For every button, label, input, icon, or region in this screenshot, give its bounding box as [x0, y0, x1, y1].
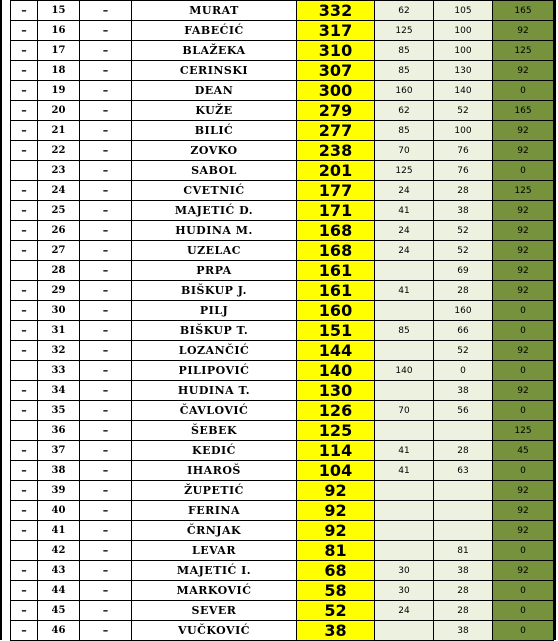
- dash-cell: –: [80, 361, 132, 381]
- points-a-cell: 160: [375, 81, 434, 101]
- points-c-cell: 0: [493, 541, 554, 561]
- points-a-cell: 24: [375, 181, 434, 201]
- dash-cell: –: [80, 561, 132, 581]
- total-points-cell: 140: [297, 361, 375, 381]
- dash-cell: –: [11, 321, 38, 341]
- rank-cell: 24: [38, 181, 80, 201]
- table-row: [11, 461, 554, 481]
- player-name-cell: LOZANČIĆ: [132, 341, 297, 361]
- points-b-cell: 38: [434, 621, 493, 641]
- table-row: [11, 121, 554, 141]
- rank-cell: 37: [38, 441, 80, 461]
- points-b-cell: 76: [434, 161, 493, 181]
- table-row: [11, 201, 554, 221]
- points-a-cell: 62: [375, 101, 434, 121]
- total-points-cell: 126: [297, 401, 375, 421]
- points-b-cell: 105: [434, 1, 493, 21]
- points-c-cell: 92: [493, 261, 554, 281]
- total-points-cell: 277: [297, 121, 375, 141]
- table-row: [11, 1, 554, 21]
- points-b-cell: 52: [434, 341, 493, 361]
- points-b-cell: 28: [434, 181, 493, 201]
- points-c-cell: 92: [493, 341, 554, 361]
- rank-cell: 38: [38, 461, 80, 481]
- dash-cell: –: [80, 521, 132, 541]
- dash-cell: –: [80, 481, 132, 501]
- points-a-cell: 41: [375, 281, 434, 301]
- points-b-cell: 28: [434, 601, 493, 621]
- points-b-cell: 63: [434, 461, 493, 481]
- points-b-cell: 28: [434, 281, 493, 301]
- points-a-cell: 24: [375, 601, 434, 621]
- dash-cell: –: [11, 401, 38, 421]
- dash-cell: [11, 161, 38, 181]
- player-name-cell: FERINA: [132, 501, 297, 521]
- table-row: [11, 621, 554, 641]
- player-name-cell: BILIĆ: [132, 121, 297, 141]
- dash-cell: –: [11, 441, 38, 461]
- total-points-cell: 317: [297, 21, 375, 41]
- points-c-cell: 92: [493, 281, 554, 301]
- points-c-cell: 92: [493, 381, 554, 401]
- points-a-cell: 85: [375, 61, 434, 81]
- points-a-cell: 24: [375, 241, 434, 261]
- points-b-cell: 69: [434, 261, 493, 281]
- player-name-cell: ZOVKO: [132, 141, 297, 161]
- points-b-cell: 130: [434, 61, 493, 81]
- points-c-cell: 45: [493, 441, 554, 461]
- points-b-cell: 38: [434, 201, 493, 221]
- points-b-cell: [434, 521, 493, 541]
- table-row: [11, 61, 554, 81]
- points-c-cell: 0: [493, 81, 554, 101]
- total-points-cell: 332: [297, 1, 375, 21]
- dash-cell: –: [11, 221, 38, 241]
- points-c-cell: 92: [493, 221, 554, 241]
- rank-cell: 34: [38, 381, 80, 401]
- total-points-cell: 68: [297, 561, 375, 581]
- points-c-cell: 92: [493, 61, 554, 81]
- points-b-cell: 38: [434, 561, 493, 581]
- points-b-cell: [434, 421, 493, 441]
- rank-cell: 45: [38, 601, 80, 621]
- dash-cell: –: [11, 561, 38, 581]
- dash-cell: –: [80, 501, 132, 521]
- dash-cell: –: [80, 421, 132, 441]
- player-name-cell: VUČKOVIĆ: [132, 621, 297, 641]
- dash-cell: –: [11, 1, 38, 21]
- table-row: [11, 581, 554, 601]
- dash-cell: –: [80, 321, 132, 341]
- table-row: [11, 21, 554, 41]
- table-row: [11, 481, 554, 501]
- dash-cell: –: [80, 241, 132, 261]
- dash-cell: –: [11, 141, 38, 161]
- player-name-cell: ČAVLOVIĆ: [132, 401, 297, 421]
- rank-cell: 20: [38, 101, 80, 121]
- dash-cell: –: [80, 81, 132, 101]
- rank-cell: 44: [38, 581, 80, 601]
- dash-cell: [11, 421, 38, 441]
- table-row: [11, 141, 554, 161]
- total-points-cell: 168: [297, 241, 375, 261]
- rank-cell: 39: [38, 481, 80, 501]
- total-points-cell: 238: [297, 141, 375, 161]
- rank-cell: 31: [38, 321, 80, 341]
- rank-cell: 42: [38, 541, 80, 561]
- rank-cell: 41: [38, 521, 80, 541]
- rank-cell: 25: [38, 201, 80, 221]
- dash-cell: –: [11, 61, 38, 81]
- rank-cell: 46: [38, 621, 80, 641]
- dash-cell: –: [11, 301, 38, 321]
- player-name-cell: PRPA: [132, 261, 297, 281]
- dash-cell: –: [80, 201, 132, 221]
- points-c-cell: 0: [493, 621, 554, 641]
- points-b-cell: 100: [434, 121, 493, 141]
- dash-cell: –: [11, 461, 38, 481]
- dash-cell: –: [80, 541, 132, 561]
- points-a-cell: 140: [375, 361, 434, 381]
- rank-cell: 35: [38, 401, 80, 421]
- player-name-cell: IHAROŠ: [132, 461, 297, 481]
- player-name-cell: ŽUPETIĆ: [132, 481, 297, 501]
- points-b-cell: 160: [434, 301, 493, 321]
- points-b-cell: 140: [434, 81, 493, 101]
- points-a-cell: 125: [375, 21, 434, 41]
- table-row: [11, 81, 554, 101]
- rank-cell: 22: [38, 141, 80, 161]
- rank-cell: 19: [38, 81, 80, 101]
- dash-cell: –: [11, 201, 38, 221]
- table-row: [11, 441, 554, 461]
- points-a-cell: 41: [375, 461, 434, 481]
- dash-cell: –: [80, 581, 132, 601]
- points-c-cell: 0: [493, 301, 554, 321]
- points-b-cell: 100: [434, 41, 493, 61]
- points-a-cell: 24: [375, 221, 434, 241]
- rank-cell: 16: [38, 21, 80, 41]
- points-a-cell: 30: [375, 561, 434, 581]
- dash-cell: –: [11, 341, 38, 361]
- player-name-cell: UZELAC: [132, 241, 297, 261]
- player-name-cell: HUDINA T.: [132, 381, 297, 401]
- points-b-cell: 38: [434, 381, 493, 401]
- total-points-cell: 168: [297, 221, 375, 241]
- dash-cell: –: [11, 181, 38, 201]
- rank-cell: 32: [38, 341, 80, 361]
- player-name-cell: KUŽE: [132, 101, 297, 121]
- points-c-cell: 92: [493, 521, 554, 541]
- dash-cell: –: [11, 21, 38, 41]
- dash-cell: –: [80, 41, 132, 61]
- points-b-cell: 28: [434, 441, 493, 461]
- total-points-cell: 307: [297, 61, 375, 81]
- dash-cell: –: [11, 381, 38, 401]
- table-row: [11, 221, 554, 241]
- player-name-cell: HUDINA M.: [132, 221, 297, 241]
- total-points-cell: 52: [297, 601, 375, 621]
- points-b-cell: 66: [434, 321, 493, 341]
- points-c-cell: 0: [493, 161, 554, 181]
- total-points-cell: 144: [297, 341, 375, 361]
- points-b-cell: 56: [434, 401, 493, 421]
- table-row: [11, 501, 554, 521]
- rank-cell: 18: [38, 61, 80, 81]
- player-name-cell: BLAŽEKA: [132, 41, 297, 61]
- table-row: [11, 361, 554, 381]
- points-b-cell: 0: [434, 361, 493, 381]
- points-c-cell: 92: [493, 21, 554, 41]
- rank-cell: 15: [38, 1, 80, 21]
- points-c-cell: 0: [493, 461, 554, 481]
- points-b-cell: [434, 481, 493, 501]
- points-c-cell: 165: [493, 101, 554, 121]
- points-c-cell: 92: [493, 501, 554, 521]
- dash-cell: –: [11, 101, 38, 121]
- points-a-cell: 70: [375, 141, 434, 161]
- player-name-cell: FABEĆIĆ: [132, 21, 297, 41]
- player-name-cell: MAJETIĆ D.: [132, 201, 297, 221]
- total-points-cell: 201: [297, 161, 375, 181]
- dash-cell: –: [80, 461, 132, 481]
- total-points-cell: 151: [297, 321, 375, 341]
- points-c-cell: 165: [493, 1, 554, 21]
- total-points-cell: 92: [297, 481, 375, 501]
- dash-cell: –: [11, 621, 38, 641]
- rank-cell: 17: [38, 41, 80, 61]
- player-name-cell: CVETNIĆ: [132, 181, 297, 201]
- rank-cell: 36: [38, 421, 80, 441]
- points-a-cell: 70: [375, 401, 434, 421]
- points-c-cell: 92: [493, 481, 554, 501]
- dash-cell: –: [80, 381, 132, 401]
- rank-cell: 21: [38, 121, 80, 141]
- total-points-cell: 161: [297, 261, 375, 281]
- table-row: [11, 341, 554, 361]
- table-row: [11, 41, 554, 61]
- table-row: [11, 601, 554, 621]
- points-b-cell: 81: [434, 541, 493, 561]
- dash-cell: –: [80, 21, 132, 41]
- points-a-cell: 85: [375, 321, 434, 341]
- total-points-cell: 104: [297, 461, 375, 481]
- total-points-cell: 114: [297, 441, 375, 461]
- player-name-cell: DEAN: [132, 81, 297, 101]
- table-row: [11, 381, 554, 401]
- points-c-cell: 0: [493, 401, 554, 421]
- standings-table: [10, 0, 554, 641]
- dash-cell: –: [80, 61, 132, 81]
- player-name-cell: BIŠKUP J.: [132, 281, 297, 301]
- dash-cell: –: [11, 521, 38, 541]
- player-name-cell: ČRNJAK: [132, 521, 297, 541]
- points-a-cell: 85: [375, 121, 434, 141]
- dash-cell: –: [80, 1, 132, 21]
- rank-cell: 29: [38, 281, 80, 301]
- points-b-cell: [434, 501, 493, 521]
- points-c-cell: 0: [493, 601, 554, 621]
- total-points-cell: 310: [297, 41, 375, 61]
- player-name-cell: ŠEBEK: [132, 421, 297, 441]
- points-b-cell: 52: [434, 221, 493, 241]
- dash-cell: –: [80, 101, 132, 121]
- points-b-cell: 52: [434, 241, 493, 261]
- points-c-cell: 92: [493, 241, 554, 261]
- dash-cell: –: [80, 341, 132, 361]
- points-a-cell: [375, 621, 434, 641]
- table-row: [11, 181, 554, 201]
- points-c-cell: 92: [493, 201, 554, 221]
- table-row: [11, 301, 554, 321]
- dash-cell: –: [11, 501, 38, 521]
- points-a-cell: [375, 341, 434, 361]
- dash-cell: –: [80, 401, 132, 421]
- table-row: [11, 561, 554, 581]
- total-points-cell: 177: [297, 181, 375, 201]
- player-name-cell: MURAT: [132, 1, 297, 21]
- table-row: [11, 101, 554, 121]
- rank-cell: 43: [38, 561, 80, 581]
- rank-cell: 33: [38, 361, 80, 381]
- table-row: [11, 321, 554, 341]
- table-row: [11, 241, 554, 261]
- points-a-cell: 62: [375, 1, 434, 21]
- table-row: [11, 401, 554, 421]
- points-b-cell: 76: [434, 141, 493, 161]
- dash-cell: –: [11, 81, 38, 101]
- player-name-cell: MAJETIĆ I.: [132, 561, 297, 581]
- rank-cell: 27: [38, 241, 80, 261]
- total-points-cell: 92: [297, 521, 375, 541]
- dash-cell: –: [80, 281, 132, 301]
- dash-cell: –: [11, 281, 38, 301]
- dash-cell: –: [11, 41, 38, 61]
- points-a-cell: 41: [375, 201, 434, 221]
- points-a-cell: [375, 301, 434, 321]
- total-points-cell: 300: [297, 81, 375, 101]
- dash-cell: –: [11, 241, 38, 261]
- dash-cell: –: [80, 161, 132, 181]
- total-points-cell: 125: [297, 421, 375, 441]
- dash-cell: –: [80, 441, 132, 461]
- points-c-cell: 0: [493, 581, 554, 601]
- points-b-cell: 100: [434, 21, 493, 41]
- total-points-cell: 161: [297, 281, 375, 301]
- points-a-cell: 41: [375, 441, 434, 461]
- points-a-cell: [375, 261, 434, 281]
- points-c-cell: 92: [493, 141, 554, 161]
- table-row: [11, 261, 554, 281]
- total-points-cell: 58: [297, 581, 375, 601]
- points-a-cell: [375, 501, 434, 521]
- table-row: [11, 421, 554, 441]
- standings-body: [11, 1, 554, 641]
- table-row: [11, 541, 554, 561]
- player-name-cell: SEVER: [132, 601, 297, 621]
- points-c-cell: 92: [493, 121, 554, 141]
- total-points-cell: 81: [297, 541, 375, 561]
- points-a-cell: [375, 541, 434, 561]
- player-name-cell: CERINSKI: [132, 61, 297, 81]
- dash-cell: –: [80, 141, 132, 161]
- table-row: [11, 521, 554, 541]
- points-c-cell: 125: [493, 421, 554, 441]
- table-row: [11, 281, 554, 301]
- dash-cell: –: [80, 261, 132, 281]
- player-name-cell: MARKOVIĆ: [132, 581, 297, 601]
- total-points-cell: 130: [297, 381, 375, 401]
- rank-cell: 26: [38, 221, 80, 241]
- total-points-cell: 171: [297, 201, 375, 221]
- dash-cell: –: [80, 121, 132, 141]
- dash-cell: –: [11, 601, 38, 621]
- dash-cell: –: [11, 481, 38, 501]
- dash-cell: –: [80, 601, 132, 621]
- player-name-cell: BIŠKUP T.: [132, 321, 297, 341]
- dash-cell: –: [80, 221, 132, 241]
- points-c-cell: 0: [493, 361, 554, 381]
- points-a-cell: 85: [375, 41, 434, 61]
- dash-cell: –: [11, 581, 38, 601]
- points-a-cell: 30: [375, 581, 434, 601]
- points-c-cell: 0: [493, 321, 554, 341]
- player-name-cell: LEVAR: [132, 541, 297, 561]
- points-a-cell: [375, 521, 434, 541]
- player-name-cell: PILIPOVIĆ: [132, 361, 297, 381]
- points-a-cell: 125: [375, 161, 434, 181]
- dash-cell: [11, 541, 38, 561]
- rank-cell: 30: [38, 301, 80, 321]
- rank-cell: 40: [38, 501, 80, 521]
- points-b-cell: 52: [434, 101, 493, 121]
- total-points-cell: 160: [297, 301, 375, 321]
- points-b-cell: 28: [434, 581, 493, 601]
- rank-cell: 23: [38, 161, 80, 181]
- table-row: [11, 161, 554, 181]
- player-name-cell: SABOL: [132, 161, 297, 181]
- points-c-cell: 92: [493, 561, 554, 581]
- dash-cell: [11, 261, 38, 281]
- rank-cell: 28: [38, 261, 80, 281]
- dash-cell: –: [80, 181, 132, 201]
- total-points-cell: 38: [297, 621, 375, 641]
- points-a-cell: [375, 381, 434, 401]
- dash-cell: –: [11, 121, 38, 141]
- dash-cell: –: [80, 621, 132, 641]
- points-c-cell: 125: [493, 41, 554, 61]
- total-points-cell: 92: [297, 501, 375, 521]
- points-a-cell: [375, 421, 434, 441]
- points-c-cell: 125: [493, 181, 554, 201]
- dash-cell: –: [80, 301, 132, 321]
- player-name-cell: PILJ: [132, 301, 297, 321]
- total-points-cell: 279: [297, 101, 375, 121]
- points-a-cell: [375, 481, 434, 501]
- dash-cell: [11, 361, 38, 381]
- player-name-cell: KEDIĆ: [132, 441, 297, 461]
